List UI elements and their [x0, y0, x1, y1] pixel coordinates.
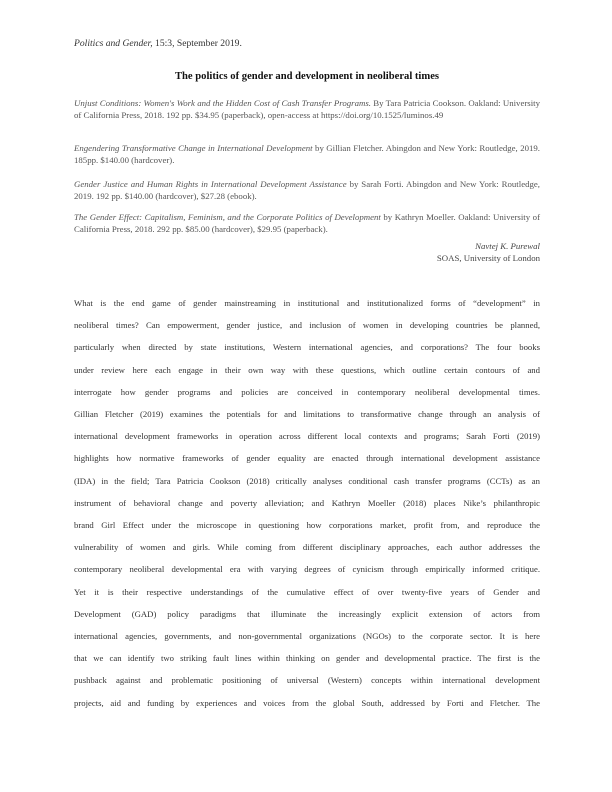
body-line: international development frameworks in operation across different local contexts and programs; Sarah Forti (2019) [74, 431, 540, 442]
body-line: contemporary neoliberal developmental era with varying degrees of cynicism through empirically informed critique. [74, 564, 540, 575]
body-paragraph [74, 292, 540, 714]
body-line: particularly when directed by state institutions, Western international agencies, and corporations? The four books [74, 342, 540, 353]
body-line: international agencies, governments, and non-governmental organizations (NGOs) to the corporate sector. It is here [74, 631, 540, 642]
body-line: brand Girl Effect under the microscope in questioning how corporations market, profit from, and reproduce the [74, 520, 540, 531]
body-line: (IDA) in the field; Tara Patricia Cookson (2018) critically analyses conditional cash transfer programs (CCTs) as an [74, 475, 540, 486]
book-reference-3 [74, 178, 540, 202]
body-line: Gillian Fletcher (2019) examines the potentials for and limitations to transformative change through an analysis of [74, 409, 540, 420]
journal-issue: 15:3, September 2019. [155, 38, 242, 49]
body-line: Development (GAD) policy paradigms that illuminate the increasingly explicit extension of actors from [74, 608, 540, 619]
book-title: Unjust Conditions: Women's Work and the Hidden Cost of Cash Transfer Programs. [74, 98, 371, 108]
book-details: by Gillian Fletcher. Abingdon and New York: Routledge, 2019. 185pp. $140.00 (hardcover). [74, 143, 541, 166]
body-line: neoliberal times? Can empowerment, gender justice, and inclusion of women in developing countries be planned, [74, 320, 540, 331]
body-line: What is the end game of gender mainstreaming in institutional and institutionalized forms of “development” in [74, 298, 540, 308]
book-title: Engendering Transformative Change in International Development [74, 143, 313, 153]
book-details: By Tara Patricia Cookson. Oakland: University of California Press, 2018. 192 pp. $34.95 (paperback), open-access at https://doi.org/10.1525/luminos.49 [74, 98, 540, 121]
book-title: The Gender Effect: Capitalism, Feminism, and the Corporate Politics of Development [74, 212, 381, 222]
article-title: The politics of gender and development in neoliberal times [174, 71, 440, 82]
book-reference-1 [74, 97, 540, 121]
body-line: vulnerability of women and girls. While coming from different disciplinary approaches, each author addresses the [74, 542, 540, 553]
body-line: pushback against and problematic positioning of universal (Western) concepts within international development [74, 675, 540, 686]
body-line: interrogate how gender programs and policies are conceived in contemporary neoliberal developmental times. [74, 386, 540, 397]
body-line: Yet it is their respective understandings of the cumulative effect of over twenty-five years of Gender and [74, 586, 540, 597]
reviewer-name: Navtej K. Purewal [475, 241, 540, 251]
body-line: highlights how normative frameworks of gender equality are enacted through international development assistance [74, 453, 540, 464]
book-reference-4 [74, 211, 540, 235]
journal-name: Politics and Gender, [74, 38, 153, 49]
book-details: by Kathryn Moeller. Oakland: University of California Press, 2018. 292 pp. $85.00 (hardcover), $29.95 (paperback). [74, 212, 541, 235]
journal-citation [74, 38, 242, 49]
body-line: that we can identify two striking fault lines within thinking on gender and developmental practice. The first is the [74, 653, 540, 664]
body-line: instrument of behavioral change and poverty alleviation; and Kathryn Moeller (2018) places Nike’s philanthropic [74, 497, 540, 508]
book-reference-2 [74, 142, 540, 166]
book-details: by Sarah Forti. Abingdon and New York: Routledge, 2019. 192 pp. $140.00 (hardcover), $27.28 (ebook). [74, 179, 541, 202]
body-line: under review here each engage in their own way with these questions, which outline certain contours of and [74, 364, 540, 375]
reviewer-block [74, 240, 540, 264]
body-line: projects, aid and funding by experiences and voices from the global South, addressed by Forti and Fletcher. The [74, 697, 540, 708]
book-title: Gender Justice and Human Rights in International Development Assistance [74, 179, 347, 189]
reviewer-affiliation: SOAS, University of London [436, 253, 540, 264]
